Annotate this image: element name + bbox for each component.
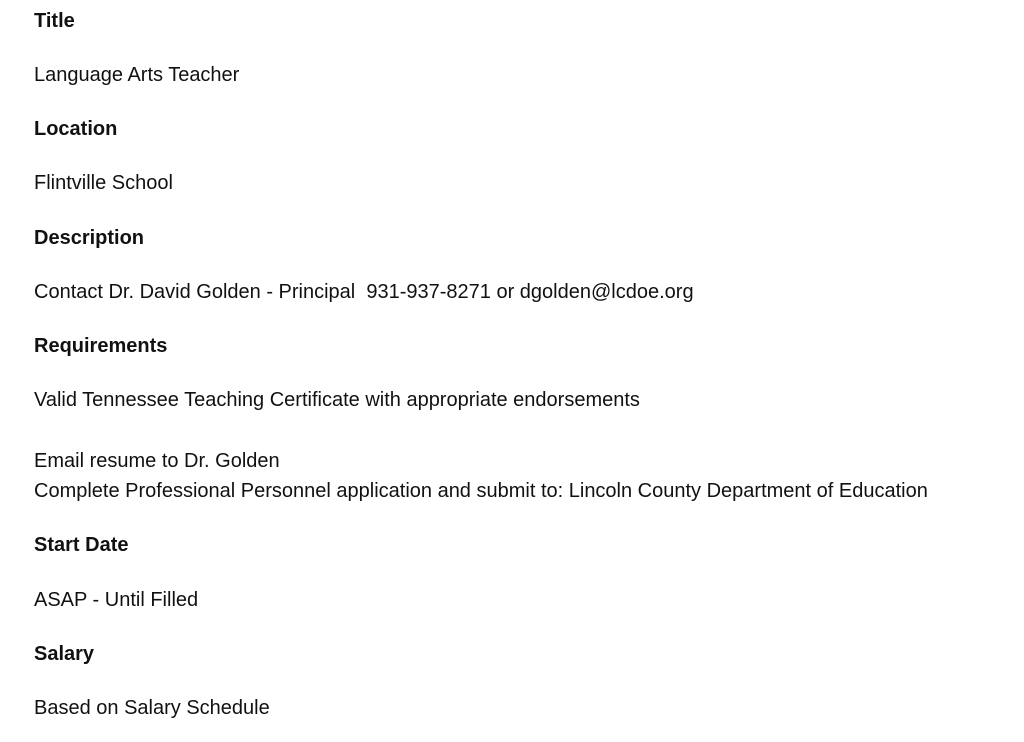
location-value: Flintville School xyxy=(34,172,173,194)
description-value: Contact Dr. David Golden - Principal 931-937-8271 or dgolden@lcdoe.org xyxy=(34,281,694,303)
description-label: Description xyxy=(34,227,145,249)
start-date-label: Start Date xyxy=(34,534,129,556)
requirement-line-application: Complete Professional Personnel application and submit to: Lincoln County Department of Education xyxy=(34,480,928,502)
start-date-value: ASAP - Until Filled xyxy=(34,589,199,611)
salary-value: Based on Salary Schedule xyxy=(34,697,270,719)
requirement-line-certificate: Valid Tennessee Teaching Certificate with appropriate endorsements xyxy=(34,389,640,411)
title-label: Title xyxy=(34,10,75,32)
salary-label: Salary xyxy=(34,643,95,665)
requirements-label: Requirements xyxy=(34,335,168,357)
location-label: Location xyxy=(34,118,118,140)
title-value: Language Arts Teacher xyxy=(34,64,240,86)
requirement-line-email-resume: Email resume to Dr. Golden xyxy=(34,450,280,472)
